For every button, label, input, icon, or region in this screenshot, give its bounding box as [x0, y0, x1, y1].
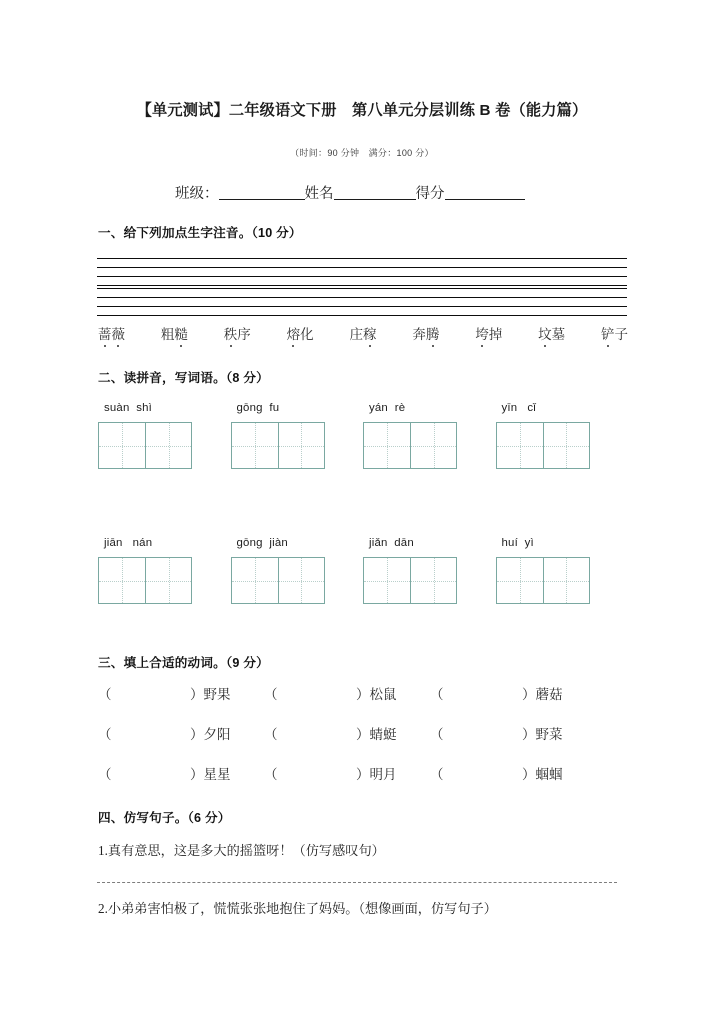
pinyin-label: huí yì: [501, 537, 534, 549]
pinyin-stave-group-1[interactable]: [97, 258, 627, 286]
stave-line: [97, 267, 627, 268]
verb-fill-item[interactable]: [430, 688, 596, 702]
score-input-rule[interactable]: [445, 185, 525, 200]
pinyin-label: gōng jiàn: [236, 537, 288, 549]
name-input-rule[interactable]: [334, 185, 416, 200]
dotted-character: 蔷: [98, 328, 112, 347]
section-3-heading: 三、填上合适的动词。（9 分）: [98, 656, 269, 670]
character-grid-cell[interactable]: [410, 558, 456, 603]
dotted-character: 糙: [174, 328, 188, 347]
character-grid-cell[interactable]: [232, 423, 278, 468]
verb-fill-item[interactable]: [264, 688, 430, 702]
dotted-word: [475, 328, 502, 347]
writing-grid-block: [363, 537, 496, 604]
section-4-heading: 四、仿写句子。（6 分）: [98, 811, 231, 825]
class-label: 班级：: [175, 186, 219, 202]
character-grid[interactable]: [496, 557, 590, 604]
character-grid-cell[interactable]: [410, 423, 456, 468]
character-grid[interactable]: [98, 557, 192, 604]
verb-fill-item[interactable]: [264, 728, 430, 742]
dotted-character: 垮: [475, 328, 489, 347]
dotted-word: [412, 328, 439, 347]
imitation-sentence-2: 2.小弟弟害怕极了，慌慌张张地抱住了妈妈。（想像画面，仿写句子）: [98, 901, 497, 916]
verb-blank-paren[interactable]: （: [430, 767, 444, 782]
verb-fill-row-1: [98, 688, 598, 702]
stave-line: [97, 276, 627, 277]
verb-noun-label: ）松鼠: [356, 687, 397, 702]
character-grid-cell[interactable]: [145, 423, 191, 468]
dotted-character: 坟: [538, 328, 552, 347]
class-input-rule[interactable]: [219, 185, 305, 200]
stave-line: [97, 306, 627, 307]
stave-line: [97, 315, 627, 316]
writing-grid-block: [363, 402, 496, 469]
writing-grid-block: [98, 402, 231, 469]
character-grid-cell[interactable]: [364, 423, 410, 468]
answer-write-rule-1[interactable]: [97, 882, 617, 883]
verb-fill-item[interactable]: [430, 768, 596, 782]
dotted-character: 腾: [426, 328, 440, 347]
character-grid[interactable]: [231, 557, 325, 604]
character-grid[interactable]: [231, 422, 325, 469]
verb-noun-label: ）明月: [356, 767, 397, 782]
dotted-word: [350, 328, 377, 347]
student-info-line: [175, 182, 525, 203]
verb-blank-paren[interactable]: （: [98, 687, 112, 702]
character-grid[interactable]: [363, 557, 457, 604]
character-grid-cell[interactable]: [232, 558, 278, 603]
dotted-word-row: [98, 328, 628, 347]
pinyin-label: jiān nán: [104, 537, 153, 549]
writing-grid-block: [231, 537, 364, 604]
verb-noun-label: ）星星: [190, 767, 231, 782]
verb-fill-item[interactable]: [264, 768, 430, 782]
character-grid-cell[interactable]: [145, 558, 191, 603]
verb-blank-paren[interactable]: （: [264, 727, 278, 742]
stave-line: [97, 258, 627, 259]
character: 奔: [412, 327, 426, 342]
dotted-character: 熔: [287, 328, 301, 347]
score-label: 得分: [415, 186, 445, 202]
character-grid-cell[interactable]: [497, 423, 543, 468]
stave-line: [97, 297, 627, 298]
character-grid-cell[interactable]: [364, 558, 410, 603]
verb-fill-item[interactable]: [98, 768, 264, 782]
verb-fill-item[interactable]: [430, 728, 596, 742]
character-grid-cell[interactable]: [497, 558, 543, 603]
pinyin-label: jiǎn dān: [369, 537, 414, 549]
character-grid-cell[interactable]: [278, 423, 324, 468]
dotted-word: [601, 328, 628, 347]
writing-grid-row-2: [98, 537, 628, 604]
dotted-character: 秩: [224, 328, 238, 347]
verb-fill-item[interactable]: [98, 688, 264, 702]
writing-grid-block: [496, 537, 629, 604]
dotted-word: [287, 328, 314, 347]
writing-grid-row-1: [98, 402, 628, 469]
character: 墓: [551, 327, 566, 342]
dotted-character: 稼: [363, 328, 377, 347]
writing-grid-block: [231, 402, 364, 469]
dotted-word: [224, 328, 251, 347]
section-2-heading: 二、读拼音，写词语。（8 分）: [98, 371, 269, 385]
verb-blank-paren[interactable]: （: [264, 687, 278, 702]
character: 序: [237, 327, 251, 342]
stave-line: [97, 285, 627, 286]
section-1-heading: 一、给下列加点生字注音。（10 分）: [98, 226, 302, 240]
verb-blank-paren[interactable]: （: [98, 727, 112, 742]
stave-line: [97, 288, 627, 289]
character: 掉: [488, 327, 503, 342]
dotted-character: 铲: [601, 328, 615, 347]
character-grid-cell[interactable]: [278, 558, 324, 603]
character-grid-cell[interactable]: [543, 558, 589, 603]
verb-noun-label: ）蜻蜓: [356, 727, 397, 742]
pinyin-stave-group-2[interactable]: [97, 288, 627, 316]
verb-noun-label: ）野菜: [522, 727, 563, 742]
pinyin-label: yīn cǐ: [501, 402, 537, 414]
dotted-word: [538, 328, 565, 347]
name-label: 姓名: [304, 186, 334, 202]
verb-fill-row-2: [98, 728, 598, 742]
verb-fill-item[interactable]: [98, 728, 264, 742]
character: 粗: [160, 327, 175, 342]
verb-blank-paren[interactable]: （: [98, 767, 112, 782]
page-title: 【单元测试】二年级语文下册 第八单元分层训练 B 卷（能力篇）: [136, 102, 588, 119]
imitation-sentence-1: 1.真有意思，这是多大的摇篮呀！（仿写感叹句）: [98, 843, 385, 858]
verb-noun-label: ）蘑菇: [522, 687, 563, 702]
dotted-word: [98, 328, 125, 347]
writing-grid-block: [98, 537, 231, 604]
character-grid[interactable]: [363, 422, 457, 469]
dotted-word: [161, 328, 188, 347]
character: 化: [300, 327, 314, 342]
verb-blank-paren[interactable]: （: [430, 687, 444, 702]
character-grid-cell[interactable]: [99, 558, 145, 603]
character-grid-cell[interactable]: [99, 423, 145, 468]
character-grid-cell[interactable]: [543, 423, 589, 468]
character: 庄: [349, 327, 363, 342]
exam-meta-subtitle: （时间：90 分钟 满分：100 分）: [290, 148, 434, 158]
character-grid[interactable]: [98, 422, 192, 469]
verb-fill-row-3: [98, 768, 598, 782]
verb-noun-label: ）野果: [190, 687, 231, 702]
character-grid[interactable]: [496, 422, 590, 469]
pinyin-label: yán rè: [369, 402, 406, 414]
verb-noun-label: ）夕阳: [190, 727, 231, 742]
character: 子: [614, 327, 628, 342]
verb-blank-paren[interactable]: （: [430, 727, 444, 742]
writing-grid-block: [496, 402, 629, 469]
pinyin-label: gōng fu: [236, 402, 280, 414]
pinyin-label: suàn shì: [104, 402, 153, 414]
verb-blank-paren[interactable]: （: [264, 767, 278, 782]
verb-noun-label: ）蝈蝈: [522, 767, 563, 782]
dotted-character: 薇: [112, 328, 126, 347]
